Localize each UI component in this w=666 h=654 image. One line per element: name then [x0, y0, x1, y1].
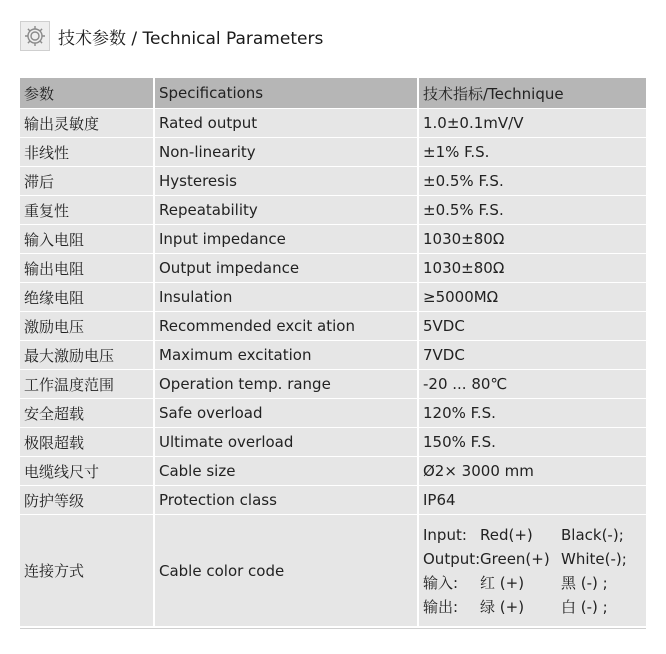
cell-specification: Hysteresis — [153, 167, 417, 196]
cell-specification: Cable size — [153, 457, 417, 486]
cell-technique: 5VDC — [417, 312, 646, 341]
cell-technique: IP64 — [417, 486, 646, 515]
cell-parameter: 安全超载 — [20, 399, 153, 428]
cell-technique: 150% F.S. — [417, 428, 646, 457]
table-row — [20, 457, 646, 486]
table-row — [20, 138, 646, 167]
color-code-negative: 白 (-) ; — [561, 597, 608, 616]
cell-technique: ±0.5% F.S. — [417, 196, 646, 225]
table-row — [20, 486, 646, 515]
column-header-parameter: 参数 — [20, 78, 153, 109]
cell-parameter: 输入电阻 — [20, 225, 153, 254]
cell-specification: Safe overload — [153, 399, 417, 428]
cell-parameter: 工作温度范围 — [20, 370, 153, 399]
cell-technique: Ø2× 3000 mm — [417, 457, 646, 486]
color-code-negative: White(-); — [561, 549, 627, 568]
cell-specification: Input impedance — [153, 225, 417, 254]
cell-specification: Cable color code — [153, 515, 417, 626]
table-row — [20, 167, 646, 196]
cell-specification: Non-linearity — [153, 138, 417, 167]
table-row-cable-color-code — [20, 515, 646, 626]
cell-technique: ±1% F.S. — [417, 138, 646, 167]
cell-parameter: 输出电阻 — [20, 254, 153, 283]
color-code-positive: Green(+) — [480, 549, 550, 568]
cell-technique: 1.0±0.1mV/V — [417, 109, 646, 138]
cell-technique — [417, 515, 646, 626]
section-header — [20, 20, 323, 52]
cell-specification: Output impedance — [153, 254, 417, 283]
cell-parameter: 极限超载 — [20, 428, 153, 457]
cell-parameter: 电缆线尺寸 — [20, 457, 153, 486]
cell-parameter: 激励电压 — [20, 312, 153, 341]
column-header-technique: 技术指标/Technique — [417, 78, 646, 109]
color-code-label: 输出: — [423, 597, 459, 616]
cell-specification: Insulation — [153, 283, 417, 312]
cell-technique: 1030±80Ω — [417, 225, 646, 254]
cell-parameter: 绝缘电阻 — [20, 283, 153, 312]
cell-specification: Repeatability — [153, 196, 417, 225]
cable-color-code-list — [423, 524, 642, 618]
table-bottom-divider — [20, 628, 646, 629]
column-header-specifications: Specifications — [153, 78, 417, 109]
cell-technique: 7VDC — [417, 341, 646, 370]
cell-specification: Maximum excitation — [153, 341, 417, 370]
cell-technique: 1030±80Ω — [417, 254, 646, 283]
color-code-positive: Red(+) — [480, 525, 533, 544]
cell-parameter: 连接方式 — [20, 515, 153, 626]
cell-specification: Recommended excit ation — [153, 312, 417, 341]
parameters-table — [20, 78, 646, 626]
color-code-negative: Black(-); — [561, 525, 624, 544]
cell-specification: Rated output — [153, 109, 417, 138]
color-code-label: Input: — [423, 525, 467, 544]
color-code-positive: 绿 (+) — [480, 597, 525, 616]
cell-technique: -20 ... 80℃ — [417, 370, 646, 399]
cell-technique: ±0.5% F.S. — [417, 167, 646, 196]
color-code-positive: 红 (+) — [480, 573, 525, 592]
table-row — [20, 254, 646, 283]
cell-technique: 120% F.S. — [417, 399, 646, 428]
table-row — [20, 428, 646, 457]
color-code-label: Output: — [423, 549, 481, 568]
table-row — [20, 109, 646, 138]
table-row — [20, 370, 646, 399]
parameters-table-body — [20, 78, 646, 626]
table-row — [20, 196, 646, 225]
table-row — [20, 341, 646, 370]
cell-specification: Ultimate overload — [153, 428, 417, 457]
color-code-negative: 黑 (-) ; — [561, 573, 608, 592]
table-row — [20, 399, 646, 428]
cell-parameter: 滞后 — [20, 167, 153, 196]
table-header-row — [20, 78, 646, 109]
gear-icon — [20, 21, 50, 51]
cell-specification: Operation temp. range — [153, 370, 417, 399]
table-row — [20, 225, 646, 254]
cell-technique: ≥5000MΩ — [417, 283, 646, 312]
cell-specification: Protection class — [153, 486, 417, 515]
cell-parameter: 输出灵敏度 — [20, 109, 153, 138]
table-row — [20, 312, 646, 341]
cell-parameter: 非线性 — [20, 138, 153, 167]
cell-parameter: 防护等级 — [20, 486, 153, 515]
table-row — [20, 283, 646, 312]
cell-parameter: 重复性 — [20, 196, 153, 225]
page-title: 技术参数 / Technical Parameters — [58, 28, 324, 49]
color-code-label: 输入: — [423, 573, 459, 592]
cell-parameter: 最大激励电压 — [20, 341, 153, 370]
